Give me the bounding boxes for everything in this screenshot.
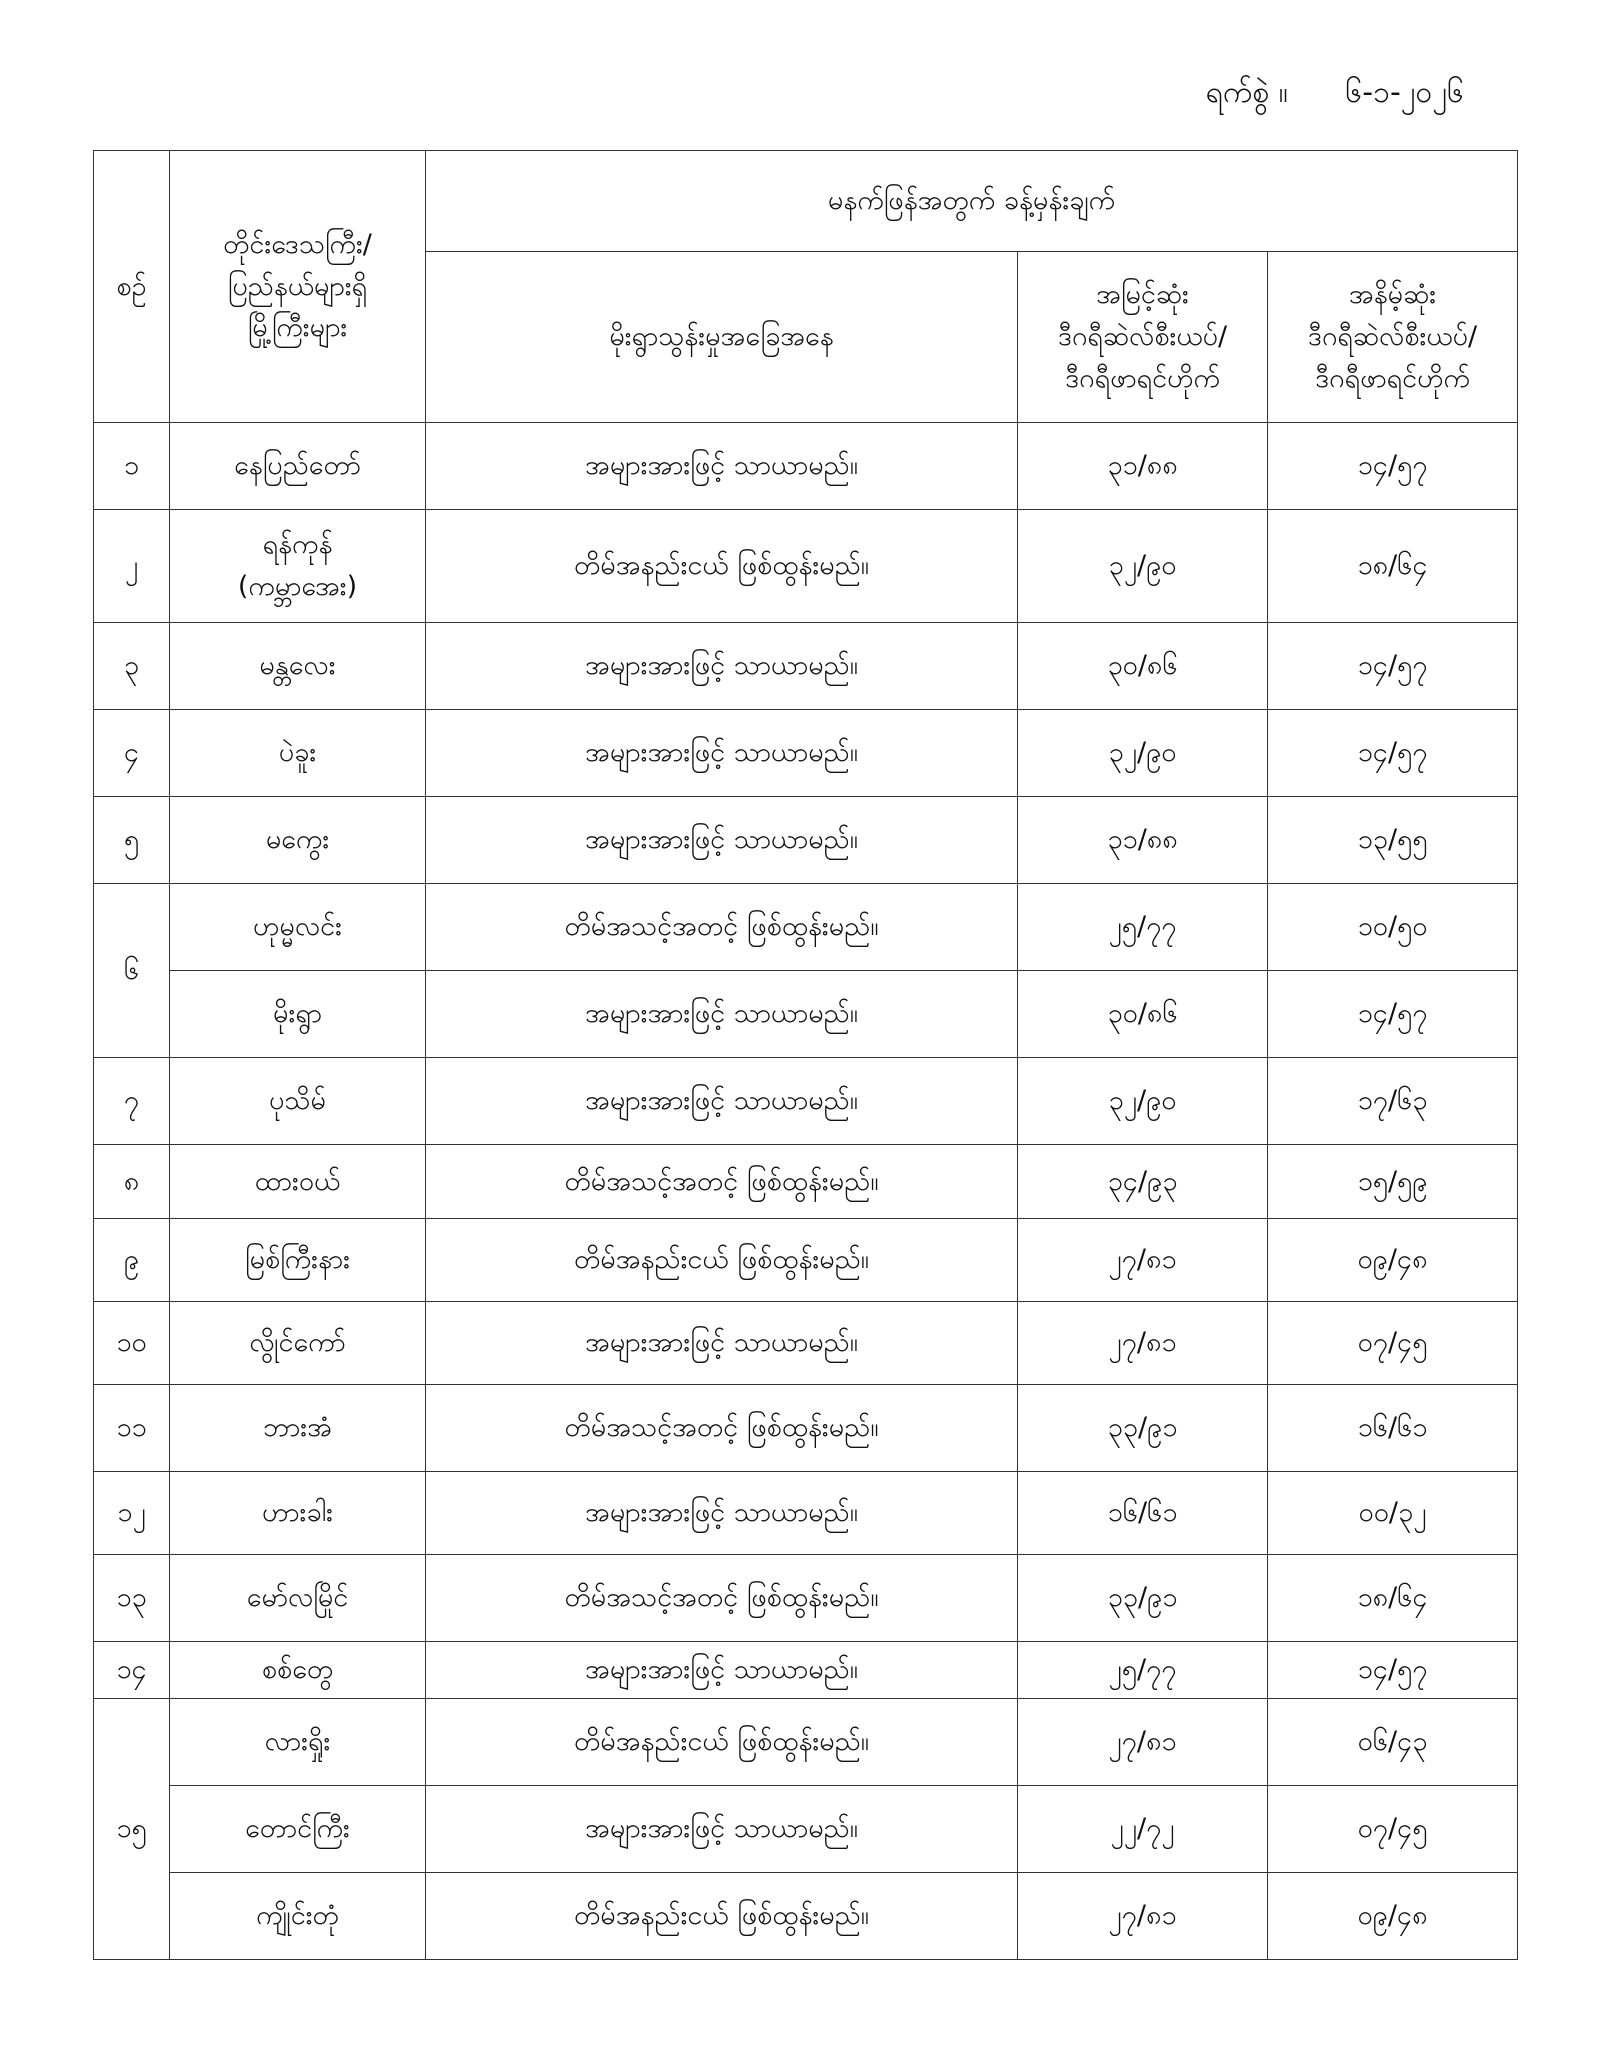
row-max-temp: ၂၇/၈၁: [1018, 1302, 1268, 1385]
header-weather: မိုးရွာသွန်းမှုအခြေအနေ: [426, 252, 1018, 423]
row-city: ရန်ကုန် (ကမ္ဘာအေး): [170, 510, 426, 623]
row-no: ၉: [94, 1219, 170, 1302]
table-row: [94, 1302, 1518, 1385]
date-label: ရက်စွဲ ။: [1205, 75, 1288, 110]
row-city: ဟုမ္မလင်း: [170, 884, 426, 971]
row-no: ၁: [94, 423, 170, 510]
row-max-temp: ၂၅/၇၇: [1018, 1642, 1268, 1699]
row-city: မော်လမြိုင်: [170, 1555, 426, 1642]
row-weather: အများအားဖြင့် သာယာမည်။: [426, 623, 1018, 710]
table-row: [94, 1472, 1518, 1555]
header-min-temp: အနိမ့်ဆုံး ဒီဂရီဆဲလ်စီးယပ်/ ဒီဂရီဖာရင်ဟိုက်: [1268, 252, 1518, 423]
row-weather: အများအားဖြင့် သာယာမည်။: [426, 423, 1018, 510]
table-row: [94, 1219, 1518, 1302]
row-no: ၅: [94, 797, 170, 884]
table-row: [94, 1385, 1518, 1472]
row-weather: အများအားဖြင့် သာယာမည်။: [426, 710, 1018, 797]
row-no: ၂: [94, 510, 170, 623]
row-no: ၈: [94, 1145, 170, 1219]
row-city: လွိုင်ကော်: [170, 1302, 426, 1385]
row-city: ပုသိမ်: [170, 1058, 426, 1145]
table-row: [94, 1786, 1518, 1873]
header-max-temp: အမြင့်ဆုံး ဒီဂရီဆဲလ်စီးယပ်/ ဒီဂရီဖာရင်ဟိုက်: [1018, 252, 1268, 423]
row-min-temp: ၁၄/၅၇: [1268, 971, 1518, 1058]
table-row: [94, 1699, 1518, 1786]
row-no: ၁၂: [94, 1472, 170, 1555]
header-city: တိုင်းဒေသကြီး/ ပြည်နယ်များရှိ မြို့ကြီးများ: [170, 151, 426, 423]
row-max-temp: ၃၀/၈၆: [1018, 971, 1268, 1058]
row-weather: အများအားဖြင့် သာယာမည်။: [426, 971, 1018, 1058]
row-max-temp: ၁၆/၆၁: [1018, 1472, 1268, 1555]
row-max-temp: ၂၇/၈၁: [1018, 1873, 1268, 1960]
row-no: ၆: [94, 884, 170, 1058]
row-weather: တိမ်အနည်းငယ် ဖြစ်ထွန်းမည်။: [426, 1219, 1018, 1302]
row-city: တောင်ကြီး: [170, 1786, 426, 1873]
row-weather: တိမ်အသင့်အတင့် ဖြစ်ထွန်းမည်။: [426, 1145, 1018, 1219]
row-max-temp: ၃၁/၈၈: [1018, 423, 1268, 510]
row-max-temp: ၃၂/၉၀: [1018, 710, 1268, 797]
row-city: လားရှိုး: [170, 1699, 426, 1786]
row-city: ဟားခါး: [170, 1472, 426, 1555]
table-row: [94, 884, 1518, 971]
row-min-temp: ၀၀/၃၂: [1268, 1472, 1518, 1555]
row-min-temp: ၁၈/၆၄: [1268, 1555, 1518, 1642]
row-min-temp: ၁၀/၅၀: [1268, 884, 1518, 971]
table-row: [94, 510, 1518, 623]
row-city: ပဲခူး: [170, 710, 426, 797]
row-city: နေပြည်တော်: [170, 423, 426, 510]
row-no: ၁၁: [94, 1385, 170, 1472]
table-row: [94, 797, 1518, 884]
row-city: စစ်တွေ: [170, 1642, 426, 1699]
table-row: [94, 423, 1518, 510]
header-no: စဉ်: [94, 151, 170, 423]
row-city: ဘားအံ: [170, 1385, 426, 1472]
table-row: [94, 623, 1518, 710]
row-min-temp: ၁၄/၅၇: [1268, 623, 1518, 710]
row-min-temp: ၁၅/၅၉: [1268, 1145, 1518, 1219]
table-row: [94, 1642, 1518, 1699]
row-max-temp: ၂၅/၇၇: [1018, 884, 1268, 971]
row-no: ၁၀: [94, 1302, 170, 1385]
forecast-table: [93, 150, 1518, 1960]
row-min-temp: ၀၇/၄၅: [1268, 1786, 1518, 1873]
row-no: ၁၄: [94, 1642, 170, 1699]
row-weather: အများအားဖြင့် သာယာမည်။: [426, 1786, 1018, 1873]
table-row: [94, 1555, 1518, 1642]
row-no: ၄: [94, 710, 170, 797]
table-row: [94, 1873, 1518, 1960]
row-no: ၃: [94, 623, 170, 710]
row-max-temp: ၃၁/၈၈: [1018, 797, 1268, 884]
row-min-temp: ၀၉/၄၈: [1268, 1219, 1518, 1302]
row-city: မကွေး: [170, 797, 426, 884]
row-min-temp: ၀၉/၄၈: [1268, 1873, 1518, 1960]
row-min-temp: ၁၄/၅၇: [1268, 1642, 1518, 1699]
row-max-temp: ၃၀/၈၆: [1018, 623, 1268, 710]
row-max-temp: ၃၂/၉၀: [1018, 1058, 1268, 1145]
row-no: ၁၅: [94, 1699, 170, 1960]
table-row: [94, 1058, 1518, 1145]
row-weather: တိမ်အနည်းငယ် ဖြစ်ထွန်းမည်။: [426, 510, 1018, 623]
row-min-temp: ၁၇/၆၃: [1268, 1058, 1518, 1145]
row-weather: တိမ်အသင့်အတင့် ဖြစ်ထွန်းမည်။: [426, 884, 1018, 971]
table-row: [94, 1145, 1518, 1219]
row-min-temp: ၁၄/၅၇: [1268, 710, 1518, 797]
row-weather: အများအားဖြင့် သာယာမည်။: [426, 1302, 1018, 1385]
row-weather: အများအားဖြင့် သာယာမည်။: [426, 1472, 1018, 1555]
row-min-temp: ၁၃/၅၅: [1268, 797, 1518, 884]
row-city: မြစ်ကြီးနား: [170, 1219, 426, 1302]
row-weather: တိမ်အသင့်အတင့် ဖြစ်ထွန်းမည်။: [426, 1555, 1018, 1642]
row-no: ၁၃: [94, 1555, 170, 1642]
date-value: ၆-၁-၂၀၂၆: [1345, 75, 1464, 110]
table-row: [94, 710, 1518, 797]
row-city: မန္တလေး: [170, 623, 426, 710]
row-max-temp: ၂၇/၈၁: [1018, 1219, 1268, 1302]
date-line: [1206, 72, 1464, 117]
row-min-temp: ၁၆/၆၁: [1268, 1385, 1518, 1472]
header-forecast-group: မနက်ဖြန်အတွက် ခန့်မှန်းချက်: [426, 151, 1518, 252]
row-no: ၇: [94, 1058, 170, 1145]
row-weather: အများအားဖြင့် သာယာမည်။: [426, 797, 1018, 884]
row-city: မိုးရွာ: [170, 971, 426, 1058]
row-weather: တိမ်အနည်းငယ် ဖြစ်ထွန်းမည်။: [426, 1873, 1018, 1960]
row-max-temp: ၃၄/၉၃: [1018, 1145, 1268, 1219]
row-min-temp: ၁၄/၅၇: [1268, 423, 1518, 510]
row-weather: အများအားဖြင့် သာယာမည်။: [426, 1058, 1018, 1145]
row-max-temp: ၂၂/၇၂: [1018, 1786, 1268, 1873]
row-city: ကျိုင်းတုံ: [170, 1873, 426, 1960]
row-max-temp: ၃၃/၉၁: [1018, 1555, 1268, 1642]
row-max-temp: ၂၇/၈၁: [1018, 1699, 1268, 1786]
row-max-temp: ၃၂/၉၀: [1018, 510, 1268, 623]
table-row: [94, 971, 1518, 1058]
row-min-temp: ၀၇/၄၅: [1268, 1302, 1518, 1385]
row-weather: တိမ်အနည်းငယ် ဖြစ်ထွန်းမည်။: [426, 1699, 1018, 1786]
row-min-temp: ၁၈/၆၄: [1268, 510, 1518, 623]
row-city: ထားဝယ်: [170, 1145, 426, 1219]
row-weather: တိမ်အသင့်အတင့် ဖြစ်ထွန်းမည်။: [426, 1385, 1018, 1472]
row-weather: အများအားဖြင့် သာယာမည်။: [426, 1642, 1018, 1699]
row-min-temp: ၀၆/၄၃: [1268, 1699, 1518, 1786]
row-max-temp: ၃၃/၉၁: [1018, 1385, 1268, 1472]
